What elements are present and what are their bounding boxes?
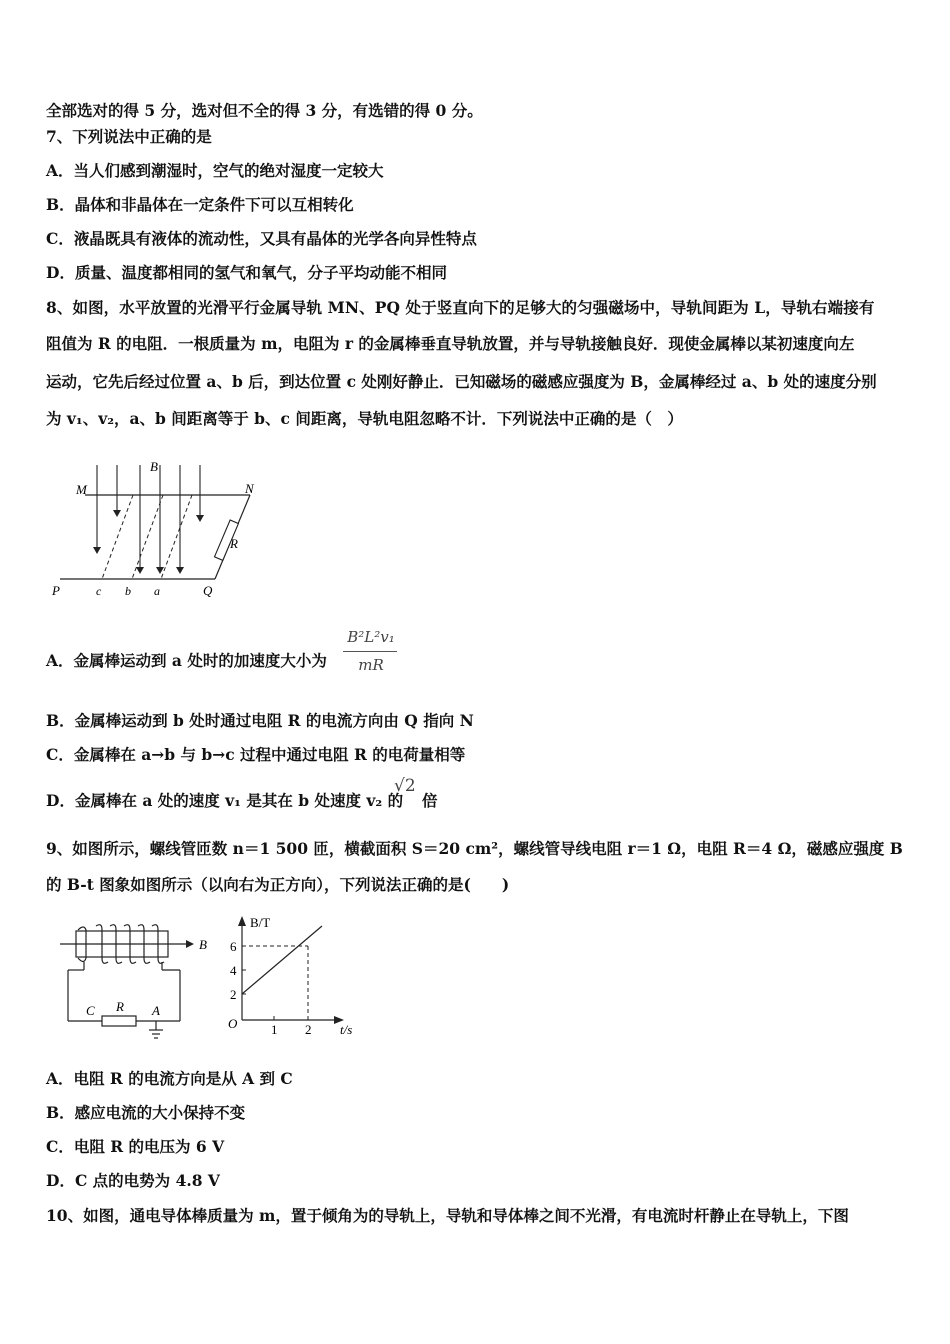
graph-ytick-2: 2	[230, 987, 237, 1002]
q9-option-b: B．感应电流的大小保持不变	[46, 1103, 246, 1122]
graph-xtick-2: 2	[305, 1022, 312, 1037]
q8-stem-line-3: 运动，它先后经过位置 a、b 后，到达位置 c 处刚好静止．已知磁场的磁感应强度为 B，金属棒经过 a、b 处的速度分别	[46, 372, 877, 391]
q8-stem-line-2: 阻值为 R 的电阻．一根质量为 m，电阻为 r 的金属棒垂直导轨放置，并与导轨接触良好．现使金属棒以某初速度向左	[46, 334, 855, 353]
intro-line: 全部选对的得 5 分，选对但不全的得 3 分，有选错的得 0 分。	[46, 101, 483, 120]
circuit-label-b: B	[199, 937, 207, 952]
q8-option-d: D．金属棒在 a 处的速度 v₁ 是其在 b 处速度 v₂ 的	[46, 791, 404, 810]
graph-ytick-6: 6	[230, 939, 237, 954]
q7-option-c: C．液晶既具有液体的流动性，又具有晶体的光学各向异性特点	[46, 229, 477, 248]
q8-option-a: A．金属棒运动到 a 处时的加速度大小为	[46, 651, 327, 670]
q8-option-d-end: 倍	[422, 791, 438, 810]
label-q: Q	[203, 583, 213, 598]
q8-rail-figure	[40, 452, 280, 607]
label-a: a	[154, 584, 160, 598]
q8-option-c: C．金属棒在 a→b 与 b→c 过程中通过电阻 R 的电荷量相等	[46, 745, 466, 764]
q9-solenoid-circuit	[56, 918, 216, 1043]
q7-option-a: A．当人们感到潮湿时，空气的绝对湿度一定较大	[46, 161, 384, 180]
fraction-bar	[343, 651, 397, 652]
label-m: M	[76, 482, 87, 497]
q7-stem: 7、下列说法中正确的是	[46, 127, 212, 146]
q9-option-d: D．C 点的电势为 4.8 V	[46, 1171, 220, 1190]
circuit-label-r: R	[116, 999, 124, 1014]
graph-xtick-1: 1	[271, 1022, 278, 1037]
q9-bt-graph	[224, 912, 364, 1037]
circuit-label-c: C	[86, 1003, 95, 1018]
label-p: P	[52, 583, 60, 598]
q9-stem-line-1: 9、如图所示，螺线管匝数 n＝1 500 匝，横截面积 S＝20 cm²，螺线管导线电阻 r＝1 Ω，电阻 R＝4 Ω，磁感应强度 B	[46, 839, 903, 858]
fraction-numerator: B²L²v₁	[347, 628, 395, 646]
q9-option-c: C．电阻 R 的电压为 6 V	[46, 1137, 225, 1156]
label-c: c	[96, 584, 102, 598]
label-b: b	[125, 584, 131, 598]
q9-stem-line-2: 的 B-t 图象如图所示（以向右为正方向），下列说法正确的是( )	[46, 875, 510, 894]
q8-stem-line-4: 为 v₁、v₂，a、b 间距离等于 b、c 间距离，导轨电阻忽略不计．下列说法中正确的是（ ）	[46, 409, 683, 428]
graph-xlabel: t/s	[340, 1022, 353, 1037]
q10-stem: 10、如图，通电导体棒质量为 m，置于倾角为的导轨上，导轨和导体棒之间不光滑，有电流时杆静止在导轨上，下图	[46, 1206, 849, 1225]
q9-option-a: A．电阻 R 的电流方向是从 A 到 C	[46, 1069, 293, 1088]
circuit-label-a: A	[152, 1003, 160, 1018]
q7-option-d: D．质量、温度都相同的氢气和氧气，分子平均动能不相同	[46, 263, 447, 282]
q7-option-b: B．晶体和非晶体在一定条件下可以互相转化	[46, 195, 354, 214]
label-b-field: B	[150, 459, 158, 474]
graph-ytick-4: 4	[230, 963, 237, 978]
fraction-denominator: mR	[358, 656, 384, 674]
sqrt-two: √2	[394, 776, 416, 796]
graph-origin: O	[228, 1016, 238, 1031]
q8-option-b: B．金属棒运动到 b 处时通过电阻 R 的电流方向由 Q 指向 N	[46, 711, 474, 730]
q8-stem-line-1: 8、如图，水平放置的光滑平行金属导轨 MN、PQ 处于竖直向下的足够大的匀强磁场中，导轨间距为 L，导轨右端接有	[46, 298, 875, 317]
label-r: R	[230, 536, 238, 551]
graph-ylabel: B/T	[250, 915, 271, 930]
label-n: N	[245, 481, 254, 496]
